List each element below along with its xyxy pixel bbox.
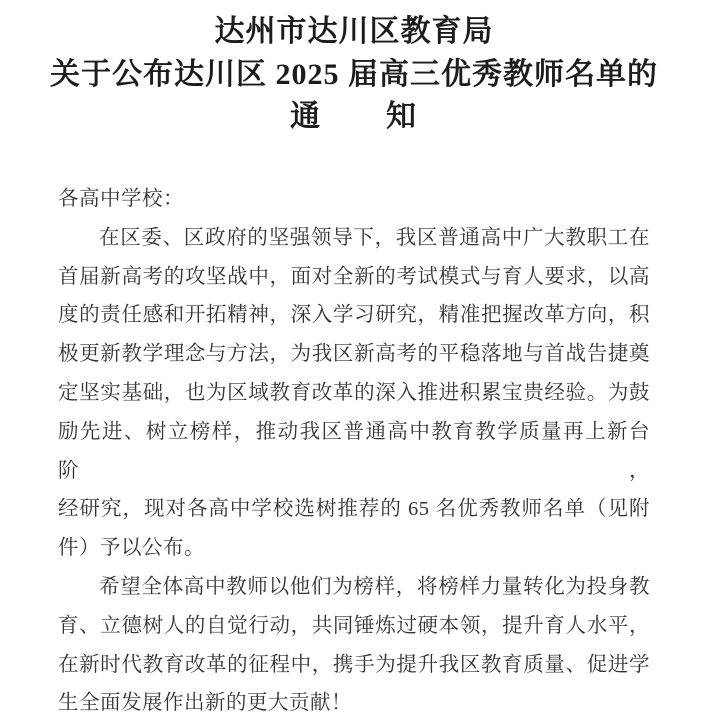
body-line: 希望全体高中教师以他们为榜样，将榜样力量转化为投身教 bbox=[99, 575, 650, 598]
subject-title: 关于公布达川区 2025 届高三优秀教师名单的 bbox=[50, 58, 658, 91]
doc-type-title: 通 知 bbox=[290, 100, 418, 133]
body-line: 育、立德树人的自觉行动，共同锤炼过硬本领，提升育人水平， bbox=[58, 614, 650, 637]
body-line: 生全面发展作出新的更大贡献！ bbox=[58, 692, 352, 715]
body-line: 各高中学校： bbox=[58, 188, 184, 210]
body-line: 首届新高考的攻坚战中，面对全新的考试模式与育人要求，以高 bbox=[58, 265, 650, 288]
body-line: 极更新教学理念与方法，为我区新高考的平稳落地与首战告捷奠 bbox=[58, 343, 650, 366]
issuer-title: 达州市达川区教育局 bbox=[214, 15, 494, 48]
body-line: 件）予以公布。 bbox=[58, 537, 205, 560]
notice-body bbox=[58, 180, 650, 723]
body-line: 励先进、树立榜样，推动我区普通高中教育教学质量再上新台阶， bbox=[58, 420, 650, 482]
body-line: 定坚实基础，也为区域教育改革的深入推进积累宝贵经验。为鼓 bbox=[58, 381, 650, 404]
body-line: 在区委、区政府的坚强领导下，我区普通高中广大教职工在 bbox=[99, 226, 650, 249]
body-line: 经研究，现对各高中学校选树推荐的 65 名优秀教师名单（见附 bbox=[58, 498, 650, 521]
body-line: 在新时代教育改革的征程中，携手为提升我区教育质量、促进学 bbox=[58, 653, 650, 676]
body-line: 度的责任感和开拓精神，深入学习研究，精准把握改革方向，积 bbox=[58, 304, 650, 327]
